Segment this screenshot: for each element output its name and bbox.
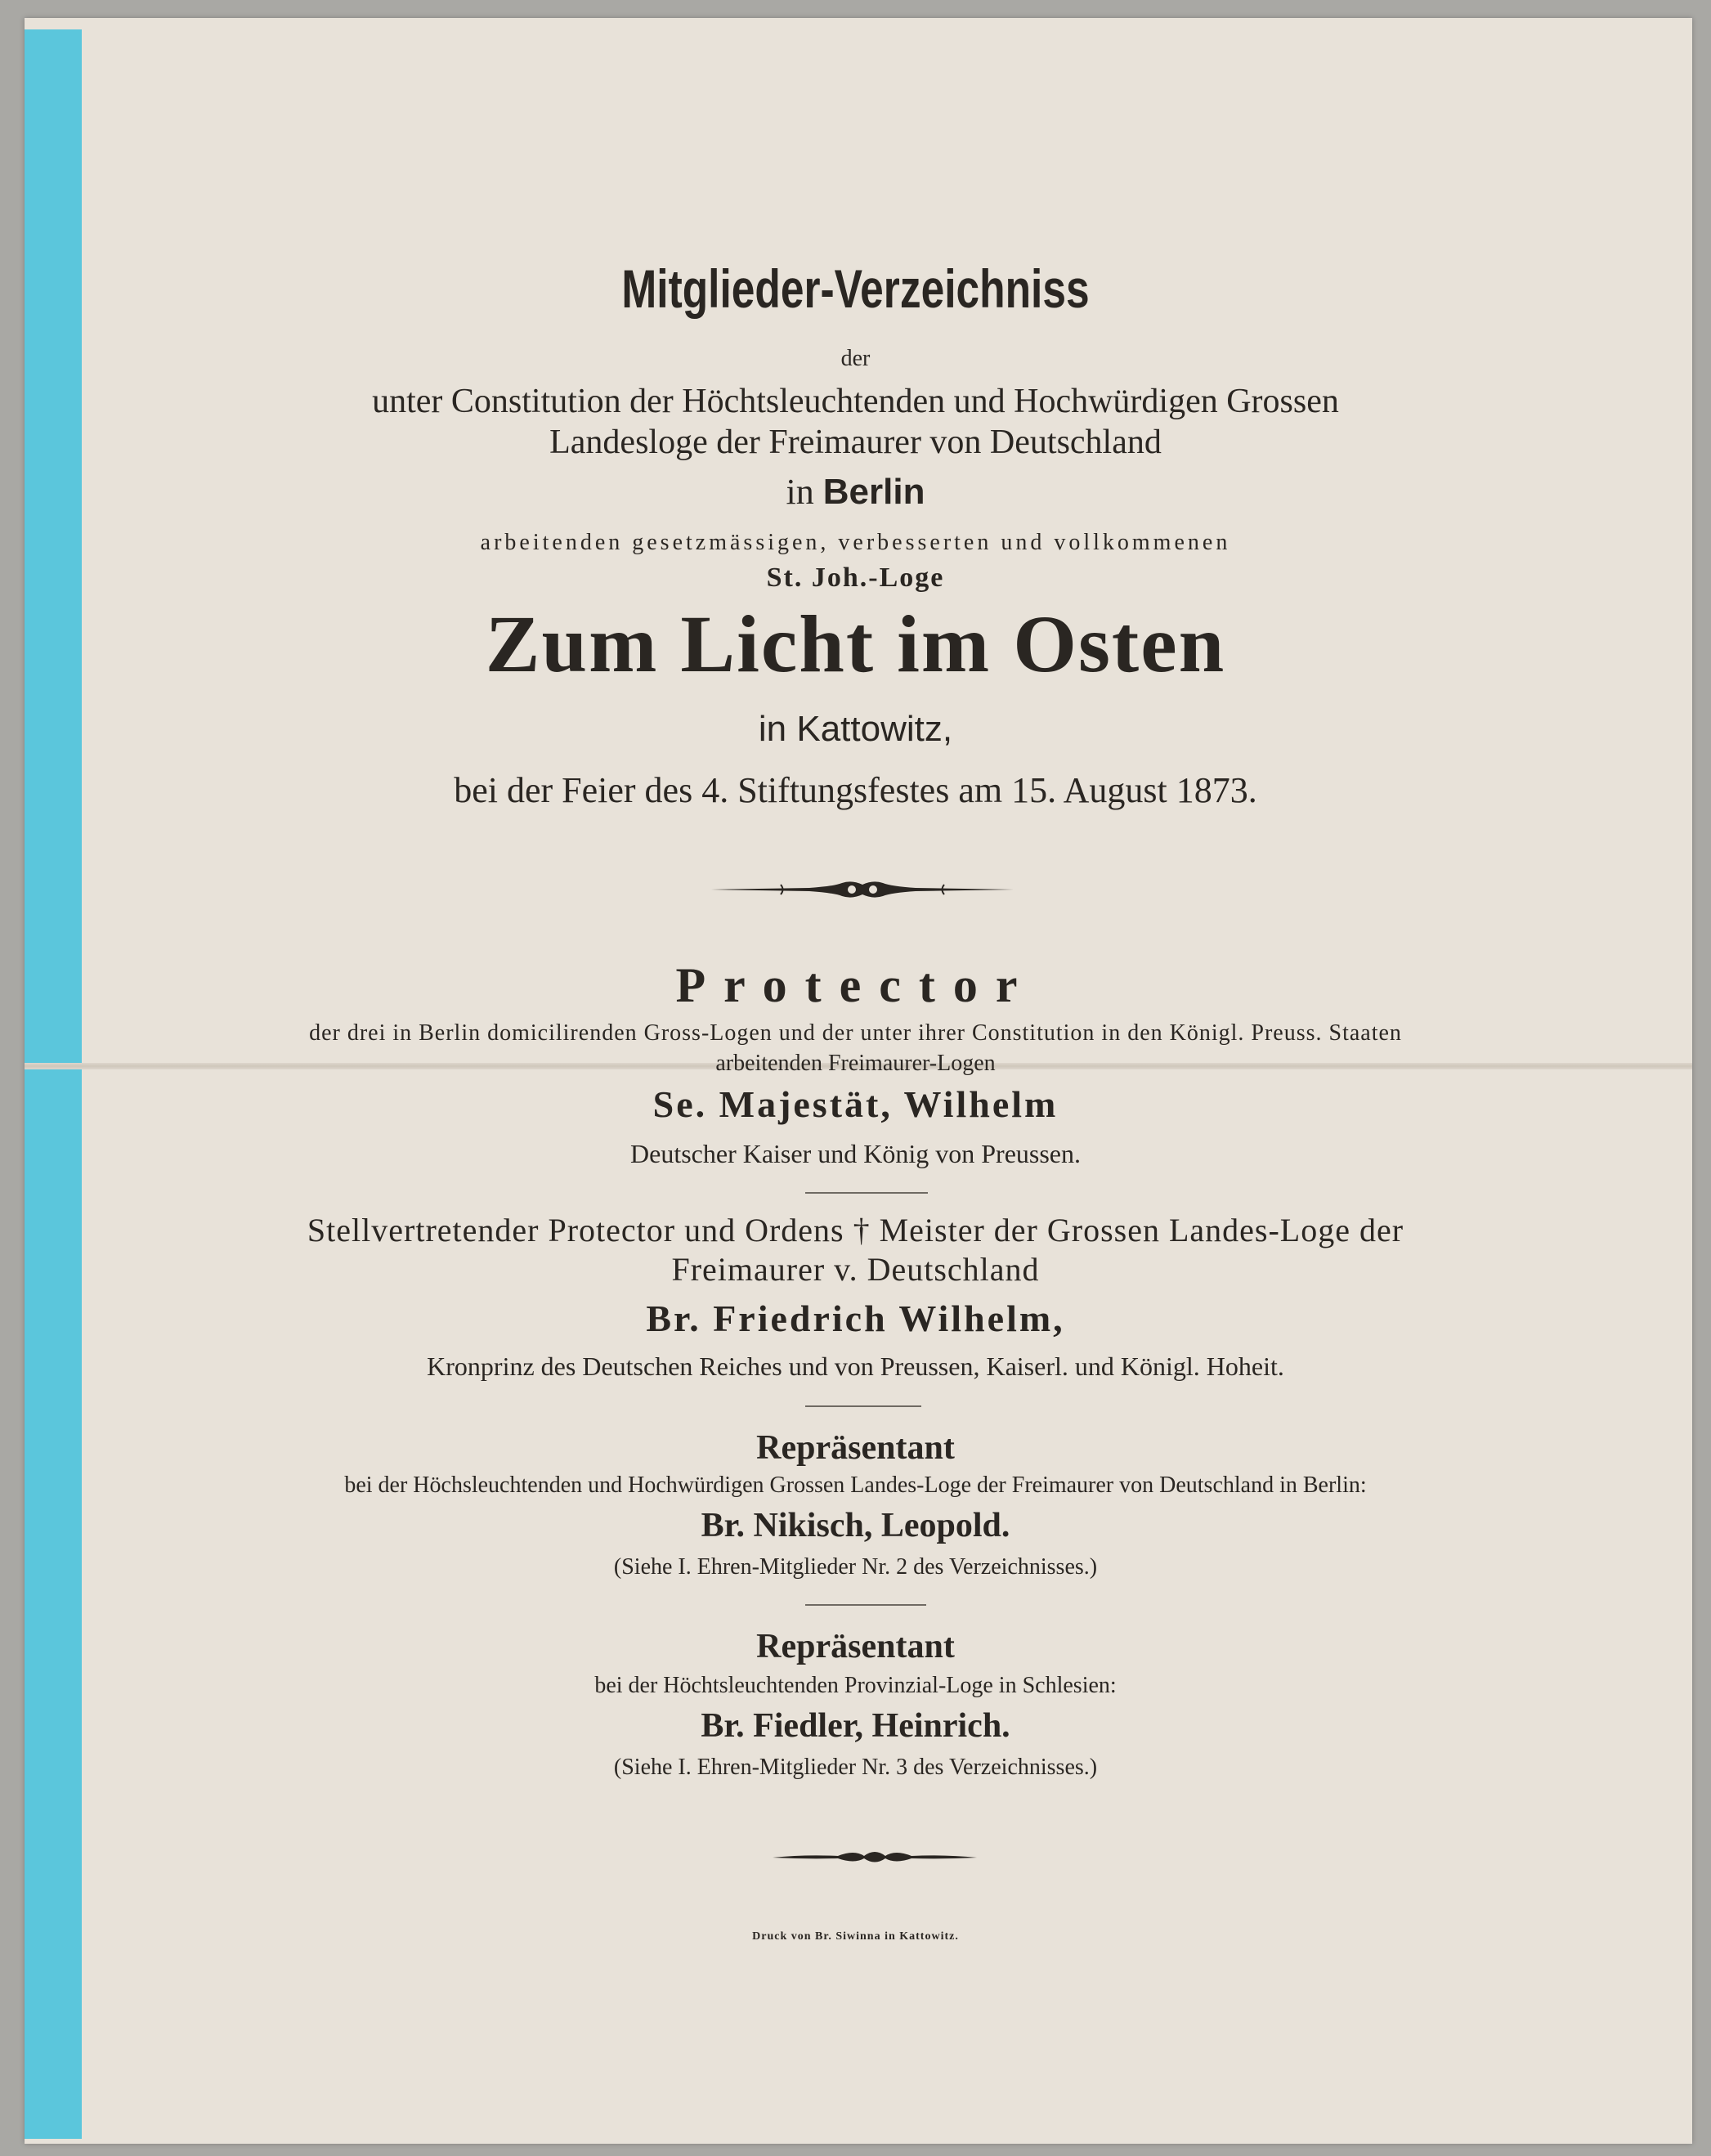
representative-note: (Siehe I. Ehren-Mitglieder Nr. 3 des Verzeichnisses.) <box>613 1755 1098 1780</box>
ornament-divider-icon <box>711 876 1014 903</box>
representative-description: bei der Höchtsleuchtenden Provinzial-Loge in Schlesien: <box>594 1673 1117 1698</box>
protector-heading: Protector <box>675 958 1036 1012</box>
deputy-name: Br. Friedrich Wilhelm, <box>646 1298 1065 1339</box>
protector-name: Se. Majestät, Wilhelm <box>652 1083 1059 1125</box>
deputy-line-1: Stellvertretender Protector und Ordens † Meister der Grossen Landes-Loge der <box>307 1212 1404 1248</box>
celebration-line: bei der Feier des 4. Stiftungsfestes am 15. August 1873. <box>454 770 1257 810</box>
berlin-word: Berlin <box>822 472 925 512</box>
in-word: in <box>786 472 814 512</box>
divider-rule <box>805 1604 926 1606</box>
city-line: in Kattowitz, <box>758 709 953 749</box>
arbeitend-line: arbeitenden gesetzmässigen, verbesserten und vollkommenen <box>480 530 1231 555</box>
representative-note: (Siehe I. Ehren-Mitglieder Nr. 2 des Verzeichnisses.) <box>613 1554 1098 1580</box>
deputy-line-2: Freimaurer v. Deutschland <box>671 1251 1040 1288</box>
representative-name: Br. Fiedler, Heinrich. <box>701 1707 1010 1745</box>
protector-title: Deutscher Kaiser und König von Preussen. <box>630 1139 1081 1168</box>
document-title: Mitglieder-Verzeichniss <box>621 258 1090 319</box>
landesloge-line: Landesloge der Freimaurer von Deutschland <box>549 424 1162 461</box>
constitution-line: unter Constitution der Höchtsleuchtenden und Hochwürdigen Grossen <box>372 383 1339 420</box>
loge-label: St. Joh.-Loge <box>766 563 945 593</box>
connector-der: der <box>840 346 871 371</box>
paper-sheet <box>25 18 1692 2144</box>
divider-rule <box>805 1405 921 1407</box>
deputy-title: Kronprinz des Deutschen Reiches und von Preussen, Kaiserl. und Königl. Hoheit. <box>427 1351 1284 1381</box>
representative-name: Br. Nikisch, Leopold. <box>701 1507 1010 1544</box>
representative-heading: Repräsentant <box>756 1628 955 1665</box>
representative-description: bei der Höchsleuchtenden und Hochwürdigen Grossen Landes-Loge der Freimaurer von Deutschland in Berlin: <box>344 1472 1367 1498</box>
representative-heading: Repräsentant <box>756 1429 955 1467</box>
berlin-line <box>0 474 1711 510</box>
ornament-flourish-icon <box>773 1846 977 1867</box>
lodge-name: Zum Licht im Osten <box>485 598 1226 689</box>
protector-description-2: arbeitenden Freimaurer-Logen <box>715 1051 996 1076</box>
divider-rule <box>805 1192 928 1194</box>
printer-credit: Druck von Br. Siwinna in Kattowitz. <box>752 1930 959 1943</box>
protector-description: der drei in Berlin domicilirenden Gross-Logen und der unter ihrer Constitution in den Königl. Preuss. Staaten <box>309 1020 1402 1046</box>
blue-binding-strip <box>25 29 82 2139</box>
